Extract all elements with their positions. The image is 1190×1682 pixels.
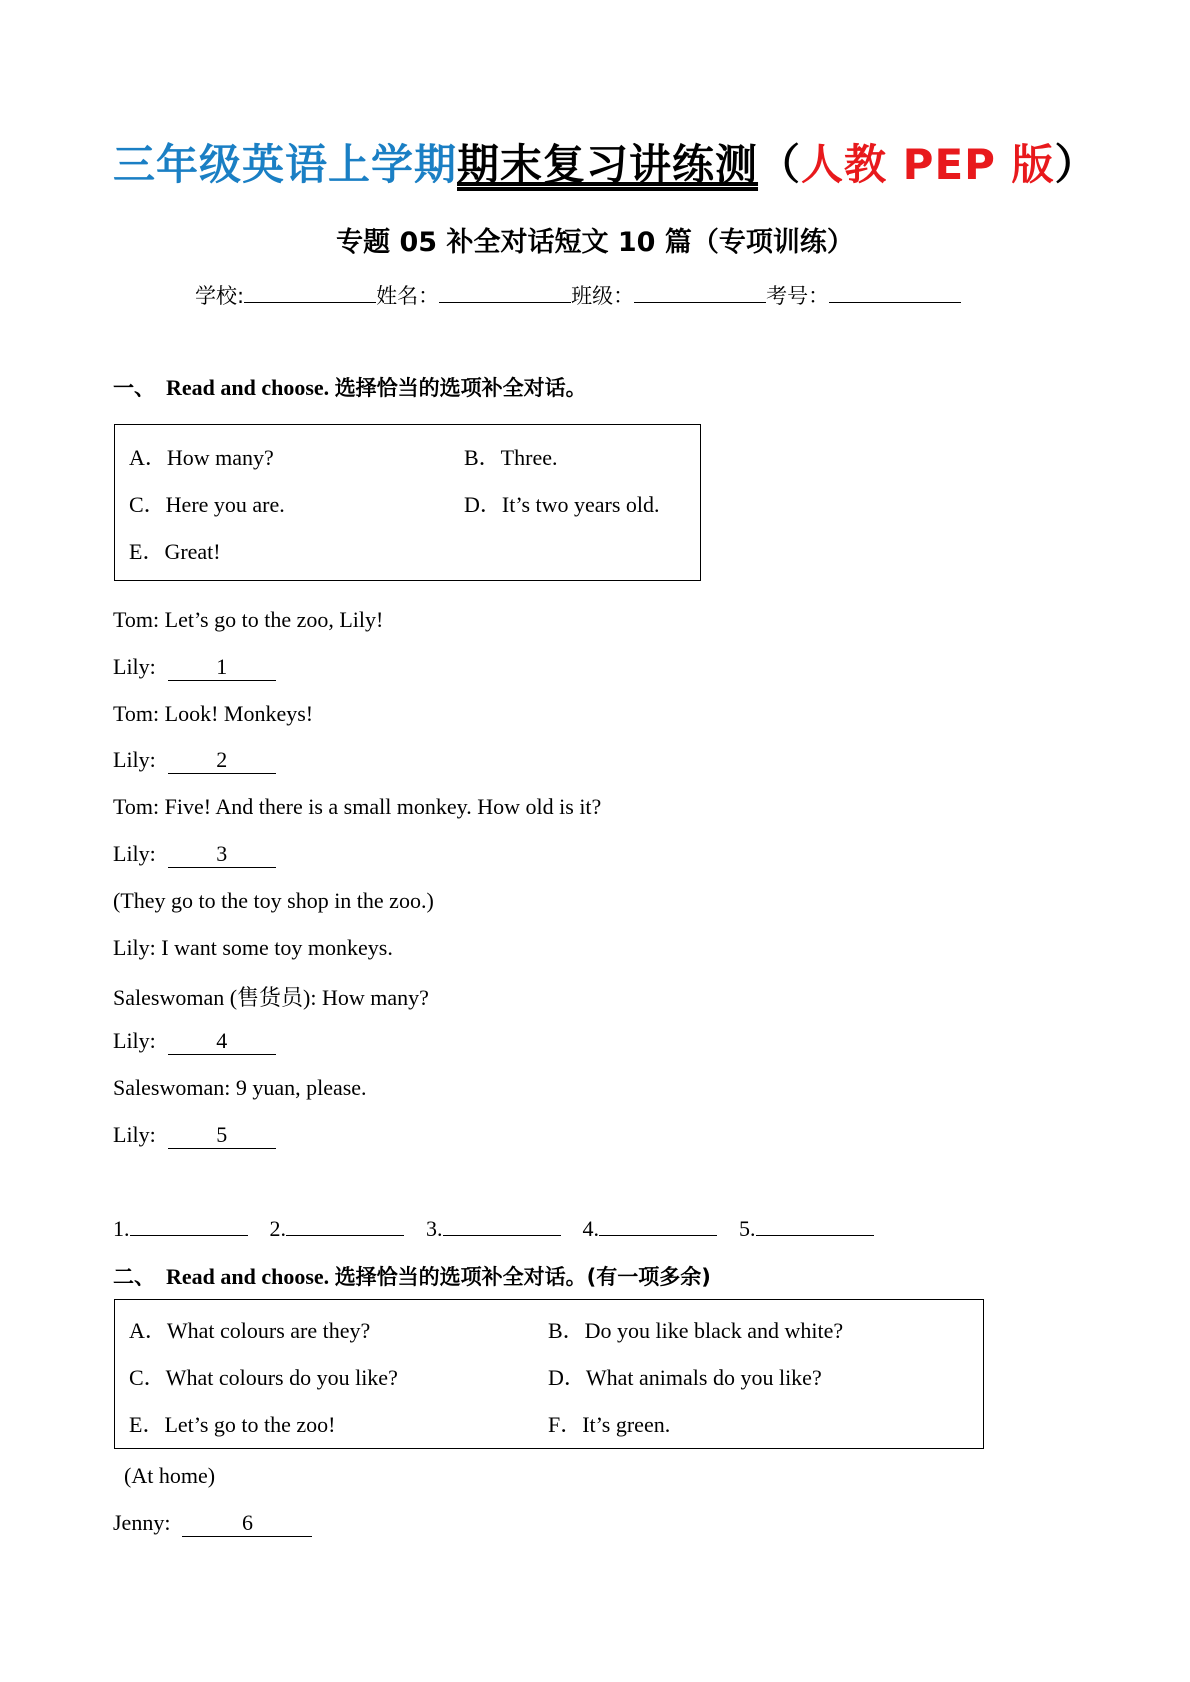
options-box <box>114 1299 984 1449</box>
dialogue-line <box>113 747 276 774</box>
title-edition: 人教 PEP 版 <box>801 140 1055 189</box>
option-d: D．It’s two years old. <box>464 492 660 517</box>
option-c: C．What colours do you like? <box>129 1365 398 1390</box>
blank-field[interactable]: 6 <box>182 1510 312 1537</box>
class-field[interactable] <box>634 282 766 303</box>
section1-heading <box>113 372 587 402</box>
option-e: E．Let’s go to the zoo! <box>129 1412 336 1437</box>
dialogue-text: Saleswoman (售货员): How many? <box>113 985 429 1011</box>
dialogue-text: Saleswoman: 9 yuan, please. <box>113 1075 367 1100</box>
option-a: A．How many? <box>129 445 274 470</box>
page-title <box>113 132 1098 192</box>
option-d: D．What animals do you like? <box>548 1365 822 1390</box>
dialogue-line <box>113 607 383 633</box>
title-paren: （ <box>758 140 802 189</box>
dialogue-text: Tom: Let’s go to the zoo, Lily! <box>113 607 384 632</box>
answer-label: 2. <box>269 1216 286 1241</box>
answer-field[interactable] <box>286 1215 404 1236</box>
dialogue-line <box>113 794 601 820</box>
context-note: (At home) <box>124 1463 216 1488</box>
blank-field[interactable]: 4 <box>168 1028 276 1055</box>
speaker: Jenny: <box>113 1510 171 1535</box>
section-number: 一、 <box>113 376 155 400</box>
option-e: E．Great! <box>129 539 221 564</box>
title-paren: ） <box>1054 140 1098 189</box>
section-instruction-zh: 选择恰当的选项补全对话。 <box>334 376 587 400</box>
blank-field[interactable]: 1 <box>168 654 276 681</box>
name-label: 姓名： <box>376 284 440 308</box>
dialogue-line <box>113 1510 312 1537</box>
blank-field[interactable]: 2 <box>168 747 276 774</box>
school-field[interactable] <box>244 282 376 303</box>
exam-no-field[interactable] <box>829 282 961 303</box>
name-field[interactable] <box>439 282 571 303</box>
answer-field[interactable] <box>130 1215 248 1236</box>
blank-field[interactable]: 3 <box>168 841 276 868</box>
dialogue-text: Lily: I want some toy monkeys. <box>113 934 393 960</box>
dialogue-line <box>113 841 276 868</box>
section-instruction-en: Read and choose. <box>166 1264 330 1289</box>
student-info <box>195 280 961 310</box>
section-instruction-en: Read and choose. <box>166 375 330 400</box>
section2-heading <box>113 1261 711 1291</box>
dialogue-line <box>113 981 429 1012</box>
option-a: A．What colours are they? <box>129 1318 371 1343</box>
options-box <box>114 424 701 581</box>
dialogue-line <box>113 1075 367 1101</box>
option-f: F．It’s green. <box>548 1412 671 1437</box>
dialogue-text: (They go to the toy shop in the zoo.) <box>113 887 434 913</box>
option-c: C．Here you are. <box>129 492 285 517</box>
dialogue-line <box>113 1122 276 1149</box>
dialogue-line <box>113 701 313 727</box>
dialogue-text: Lily: <box>113 1028 156 1054</box>
answer-row <box>113 1215 896 1242</box>
answer-field[interactable] <box>756 1215 874 1236</box>
subtitle: 专题 05 补全对话短文 10 篇（专项训练） <box>336 227 854 258</box>
blank-field[interactable]: 5 <box>168 1122 276 1149</box>
title-review: 期末复习讲练测 <box>457 140 759 189</box>
class-label: 班级： <box>571 284 635 308</box>
dialogue-text: Lily: <box>113 653 156 679</box>
section-number: 二、 <box>113 1265 155 1289</box>
option-b: B．Three. <box>464 445 558 470</box>
answer-label: 3. <box>426 1216 443 1241</box>
dialogue-text: Lily: <box>113 747 156 773</box>
dialogue-text: Tom: Look! Monkeys! <box>113 700 314 726</box>
answer-field[interactable] <box>599 1215 717 1236</box>
answer-field[interactable] <box>443 1215 561 1236</box>
dialogue-text: Lily: <box>113 841 156 866</box>
dialogue-line <box>113 654 276 681</box>
section-instruction-zh: 选择恰当的选项补全对话。(有一项多余) <box>334 1265 711 1289</box>
school-label: 学校: <box>195 284 245 308</box>
title-grade: 三年级英语上学期 <box>113 140 458 189</box>
dialogue-line <box>113 888 434 914</box>
answer-label: 4. <box>582 1216 599 1241</box>
dialogue-text: Tom: Five! And there is a small monkey. How old is it? <box>113 794 602 820</box>
dialogue-line <box>113 935 393 961</box>
dialogue-text: Lily: <box>113 1121 156 1147</box>
answer-label: 5. <box>739 1216 756 1241</box>
answer-label: 1. <box>113 1216 130 1241</box>
option-b: B．Do you like black and white? <box>548 1318 844 1343</box>
exam-no-label: 考号： <box>766 284 830 308</box>
dialogue-line <box>113 1028 276 1055</box>
